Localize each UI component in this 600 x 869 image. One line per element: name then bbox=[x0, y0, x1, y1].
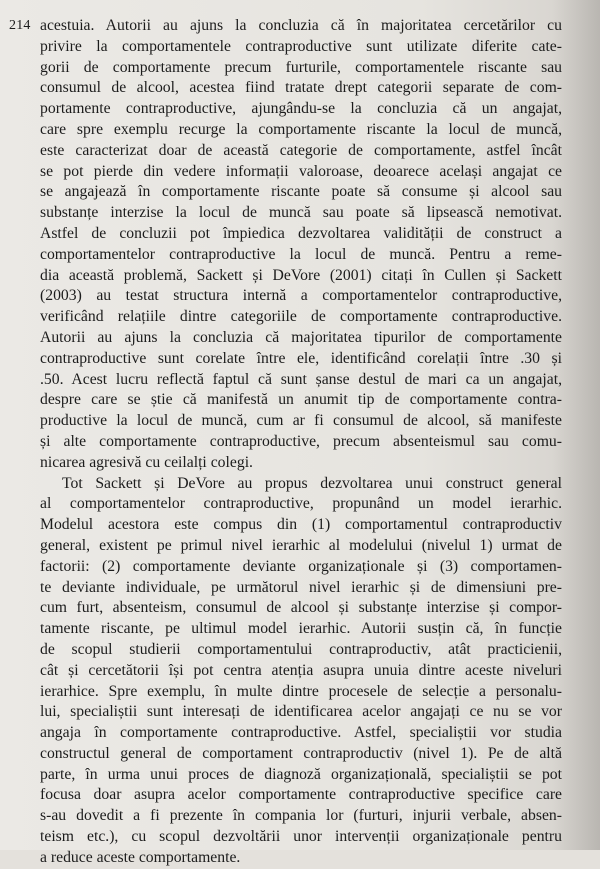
text-line: cum furt, absenteism, consumul de alcool și substanțe interzise și compor- bbox=[40, 599, 562, 617]
body-text bbox=[40, 16, 562, 866]
text-line: portamente contraproductive, ajungându-se la concluzia că un angajat, bbox=[40, 100, 562, 118]
text-line: acestuia. Autorii au ajuns la concluzia că în majoritatea cercetărilor cu bbox=[40, 17, 562, 34]
text-line: și alte comportamente contraproductive, precum absenteismul sau comu- bbox=[40, 432, 562, 450]
text-line: despre care se știe că manifestă un anumit tip de comportamente contra- bbox=[40, 391, 562, 409]
text-line: teism etc.), cu scopul dezvoltării unor intervenții organizaționale pentru bbox=[40, 828, 562, 846]
text-line: se angajează în comportamente riscante poate să consume și alcool sau bbox=[40, 183, 562, 201]
text-line: Tot Sackett și DeVore au propus dezvoltarea unui construct general bbox=[62, 474, 562, 492]
page-number: 214 bbox=[9, 18, 31, 33]
text-line: tamente riscante, pe ultimul model ierarhic. Autorii susțin că, în funcție bbox=[40, 620, 562, 638]
text-line: nicarea agresivă cu ceilalți colegi. bbox=[40, 453, 253, 471]
text-line: privire la comportamentele contraproductive sunt utilizate diferite cate- bbox=[40, 37, 562, 55]
text-line: te deviante individuale, pe următorul nivel ierarhic și de dimensiuni pre- bbox=[40, 578, 562, 596]
text-line: Autorii au ajuns la concluzia că majoritatea tipurilor de comportamente bbox=[40, 328, 562, 346]
text-line: ierarhice. Spre exemplu, în multe dintre procesele de selecție a personalu- bbox=[40, 682, 562, 700]
text-line: s-au dovedit a fi prezente în compania lor (furturi, injurii verbale, absen- bbox=[40, 807, 562, 825]
text-line: (2003) au testat structura internă a comportamentelor contraproductive, bbox=[40, 287, 562, 305]
text-line: gorii de comportamente precum furturile, comportamentele riscante sau bbox=[40, 58, 562, 76]
text-line: factorii: (2) comportamente deviante organizaționale și (3) comportamen- bbox=[40, 557, 562, 575]
text-line: contraproductive sunt corelate între ele, identificând corelații între .30 și bbox=[40, 349, 562, 367]
text-line: productive la locul de muncă, cum ar fi consumul de alcool, să manifeste bbox=[40, 412, 562, 430]
text-line: Modelul acestora este compus din (1) comportamentul contraproductiv bbox=[40, 516, 562, 534]
text-line: cât și cercetătorii își pot centra atenția asupra unuia dintre aceste niveluri bbox=[40, 661, 562, 679]
text-line: dia această problemă, Sackett și DeVore (2001) citați în Cullen și Sackett bbox=[40, 266, 562, 284]
paragraph bbox=[40, 474, 562, 869]
text-line: general, existent pe primul nivel ierarhic al modelului (nivelul 1) urmat de bbox=[40, 536, 562, 554]
text-line: se pot pierde din vedere informații valoroase, deoarece același angajat ce bbox=[40, 162, 562, 180]
text-line: consumul de alcool, acestea fiind tratate drept categorii separate de com- bbox=[40, 79, 562, 97]
text-line: care spre exemplu recurge la comportamente riscante la locul de muncă, bbox=[40, 120, 562, 138]
paragraph bbox=[40, 16, 562, 474]
text-line: verificând relațiile dintre categoriile de comportamente contraproductive. bbox=[40, 308, 562, 326]
text-line: parte, în urma unui proces de diagnoză organizațională, specialiștii se pot bbox=[40, 765, 562, 783]
text-line: constructul general de comportament contraproductiv (nivel 1). Pe de altă bbox=[40, 744, 562, 762]
text-line: angaja în comportamente contraproductive. Astfel, specialiștii vor studia bbox=[40, 724, 562, 742]
text-line: este caracterizat doar de această categorie de comportamente, astfel încât bbox=[40, 141, 562, 159]
text-line: lui, specialiștii sunt interesați de identificarea acelor angajați ce nu se vor bbox=[40, 703, 562, 721]
text-line: focusa doar asupra acelor comportamente contraproductive specifice care bbox=[40, 786, 562, 804]
text-line: de scopul studierii comportamentului contraproductiv, atât practicienii, bbox=[40, 640, 562, 658]
text-line: substanțe interzise la locul de muncă sau poate să lipsească nemotivat. bbox=[40, 204, 562, 222]
text-line: .50. Acest lucru reflectă faptul că sunt șanse destul de mari ca un angajat, bbox=[40, 370, 562, 388]
text-line: al comportamentelor contraproductive, propunând un model ierarhic. bbox=[40, 495, 562, 513]
text-line: a reduce aceste comportamente. bbox=[40, 848, 241, 866]
text-line: comportamentelor contraproductive la locul de muncă. Pentru a reme- bbox=[40, 245, 562, 263]
text-line: Astfel de concluzii pot împiedica dezvoltarea validității de construct a bbox=[40, 224, 562, 242]
